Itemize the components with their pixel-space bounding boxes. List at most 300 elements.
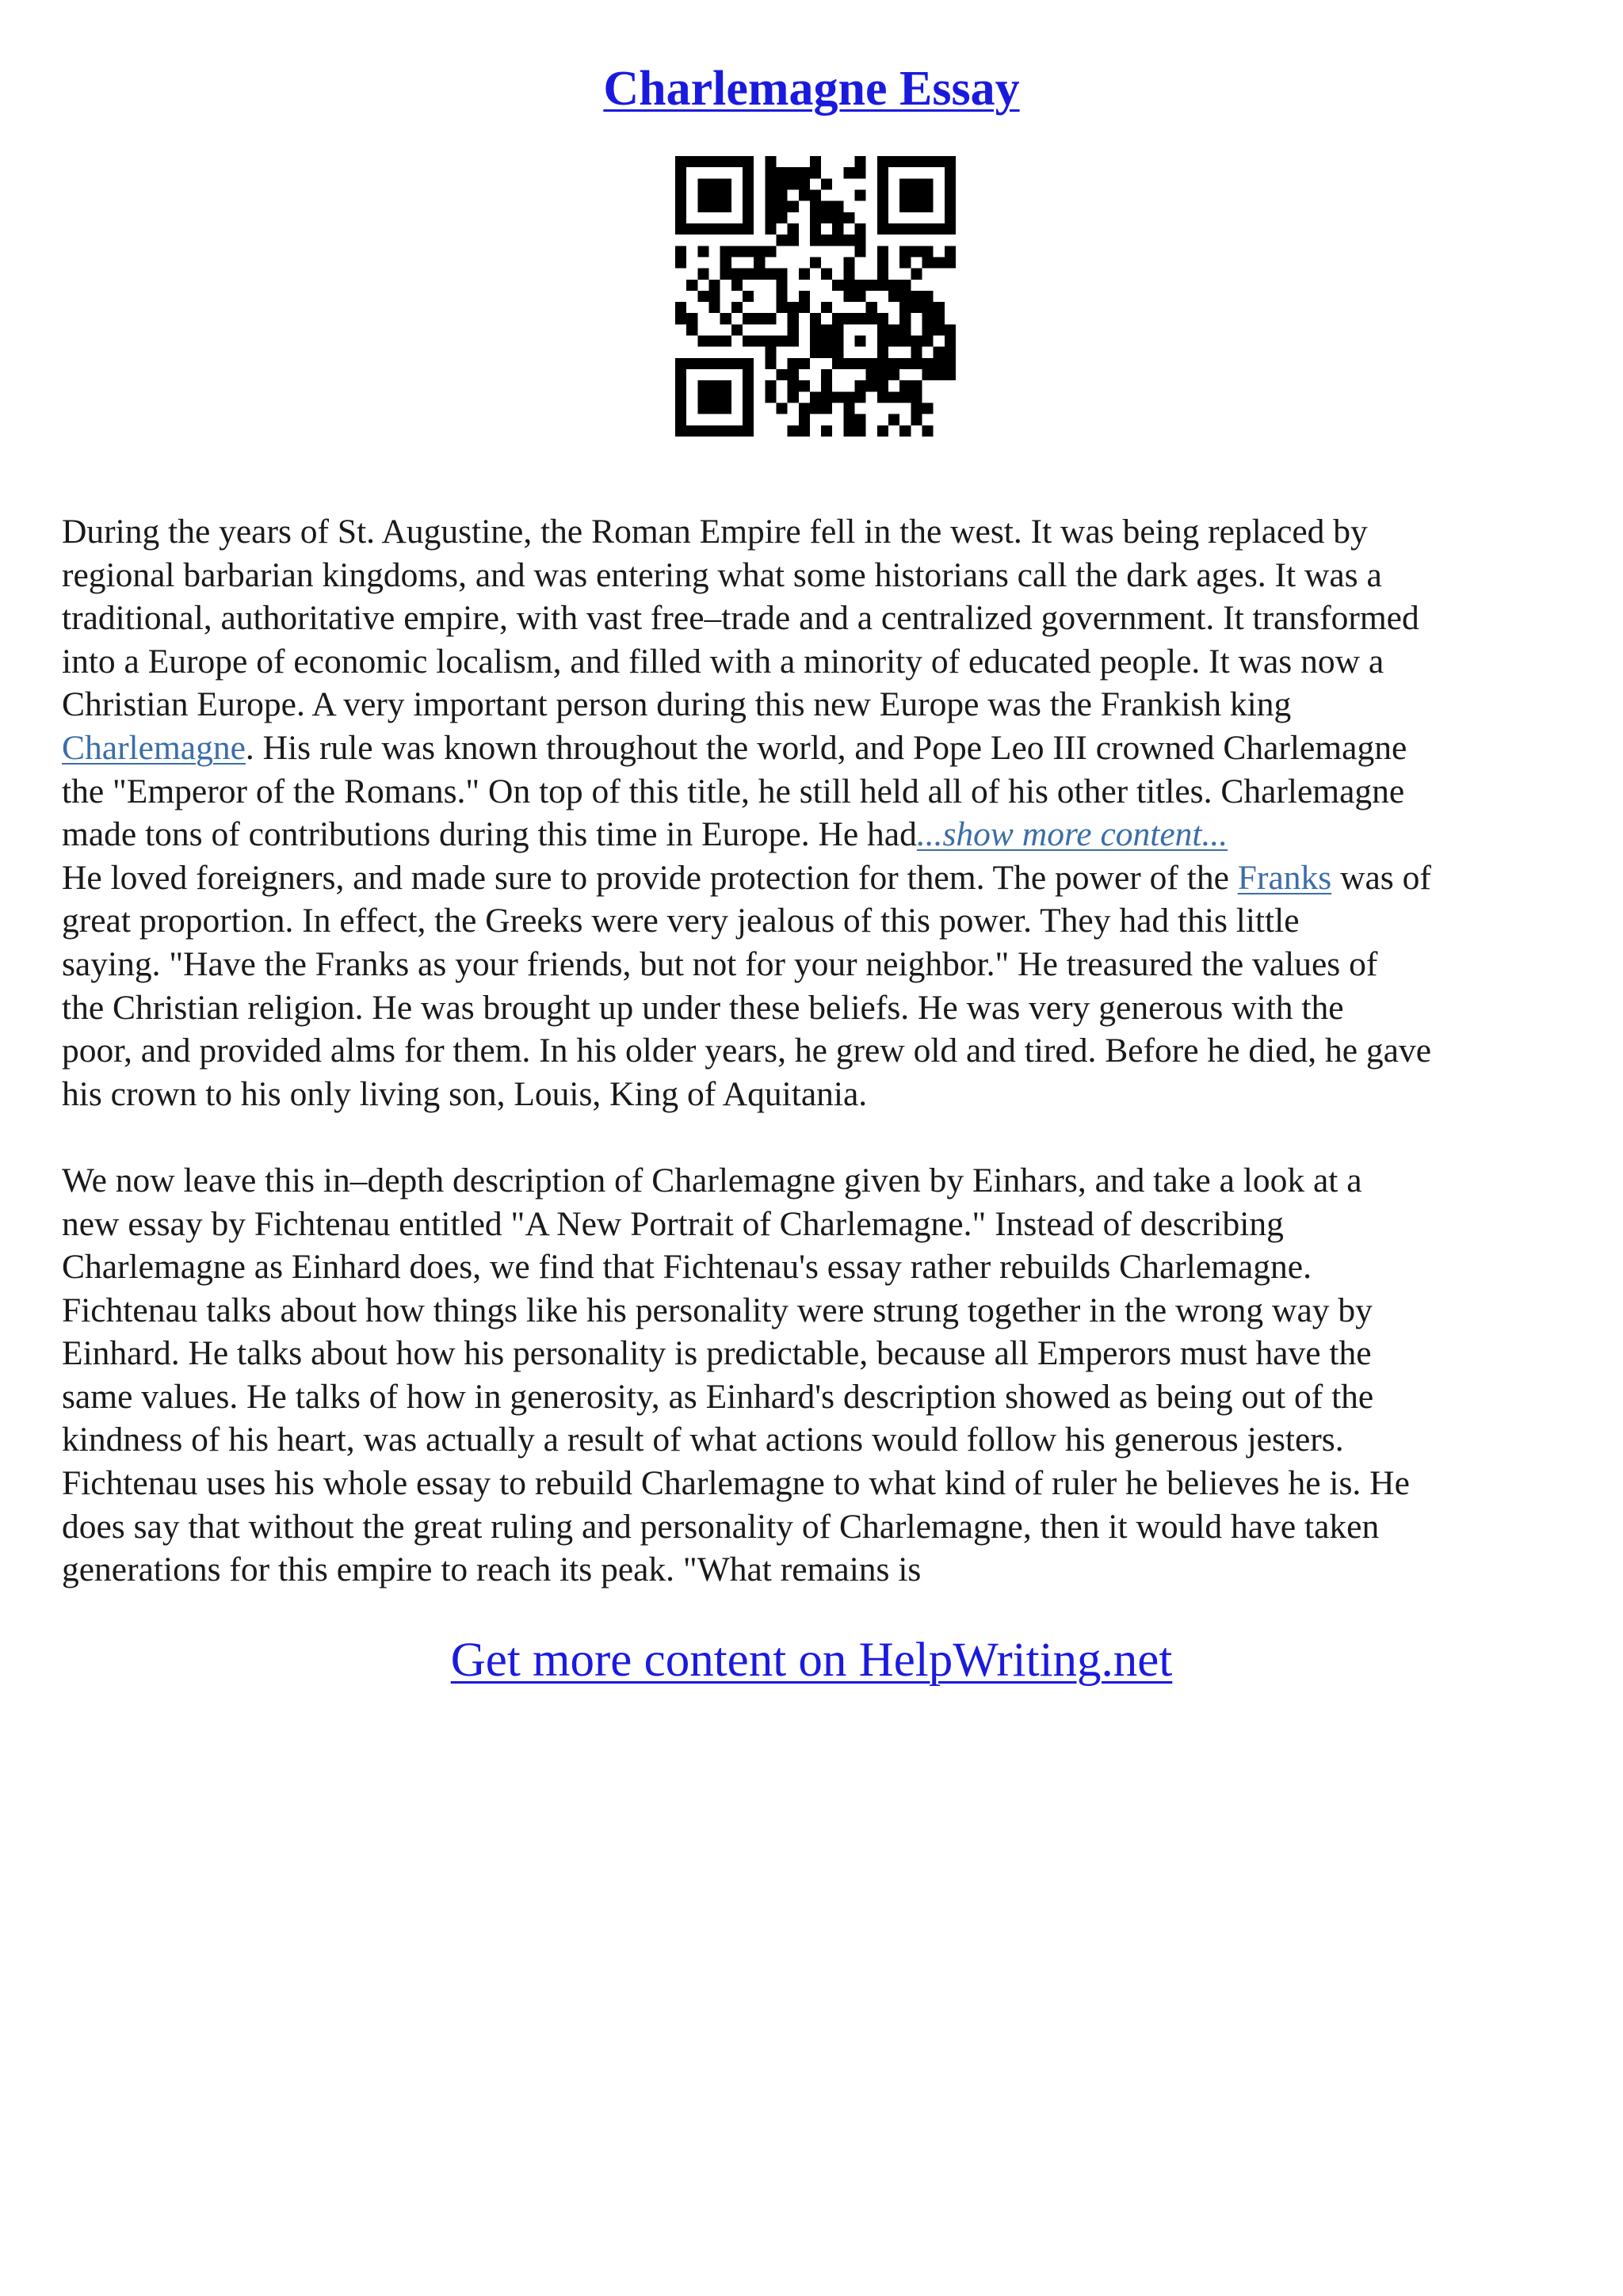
qr-module xyxy=(765,212,776,223)
qr-module xyxy=(922,246,934,257)
qr-module xyxy=(877,425,888,437)
qr-module xyxy=(899,201,911,212)
qr-module xyxy=(945,223,956,235)
qr-module xyxy=(855,336,866,347)
qr-module xyxy=(945,167,956,178)
qr-module xyxy=(877,178,888,189)
qr-module xyxy=(810,235,821,246)
qr-module xyxy=(888,324,899,335)
qr-module xyxy=(810,403,821,414)
qr-module xyxy=(911,269,922,280)
qr-module xyxy=(731,280,743,291)
qr-module xyxy=(911,380,922,391)
qr-module xyxy=(686,358,697,369)
qr-module xyxy=(899,246,911,257)
paragraph-2-line-10: generations for this empire to reach its peak. "What remains is xyxy=(62,1550,922,1589)
qr-module xyxy=(855,167,866,178)
qr-module xyxy=(686,156,697,167)
qr-module xyxy=(922,302,934,313)
qr-module xyxy=(743,391,754,402)
qr-module xyxy=(708,156,720,167)
qr-module xyxy=(708,280,720,291)
qr-module xyxy=(877,324,888,335)
qr-module xyxy=(720,257,731,268)
qr-module xyxy=(899,358,911,369)
qr-module xyxy=(708,358,720,369)
qr-module xyxy=(765,391,776,402)
qr-module xyxy=(720,201,731,212)
qr-code-graphic xyxy=(675,156,956,437)
qr-module xyxy=(788,425,799,437)
qr-module xyxy=(843,313,854,324)
qr-module xyxy=(832,324,843,335)
paragraph-2-line-7: kindness of his heart, was actually a result of what actions would follow his generous jesters. xyxy=(62,1421,1344,1459)
qr-module xyxy=(821,302,832,313)
qr-module xyxy=(743,156,754,167)
qr-module xyxy=(866,302,877,313)
paragraph-2-line-3: Charlemagne as Einhard does, we find that Fichtenau's essay rather rebuilds Charlemagne. xyxy=(62,1248,1312,1287)
qr-module xyxy=(911,403,922,414)
qr-module xyxy=(899,380,911,391)
qr-module xyxy=(911,178,922,189)
qr-module xyxy=(899,178,911,189)
qr-module xyxy=(799,380,810,391)
qr-module xyxy=(911,246,922,257)
qr-module xyxy=(945,189,956,200)
qr-module xyxy=(743,201,754,212)
qr-module xyxy=(911,223,922,235)
qr-module xyxy=(899,223,911,235)
qr-module xyxy=(866,358,877,369)
qr-module xyxy=(788,167,799,178)
qr-module xyxy=(821,391,832,402)
qr-module xyxy=(810,189,821,200)
qr-module xyxy=(934,257,945,268)
qr-module xyxy=(945,347,956,358)
qr-module xyxy=(922,257,934,268)
paragraph-1-line-13: poor, and provided alms for them. In his older years, he grew old and tired. Before he died, he gave xyxy=(62,1032,1432,1070)
qr-module xyxy=(922,358,934,369)
qr-module xyxy=(922,403,934,414)
show-more-content-link[interactable]: ...show more content... xyxy=(916,815,1228,854)
qr-module xyxy=(788,391,799,402)
paragraph-2-line-4: Fichtenau talks about how things like his personality were strung together in the wrong way by xyxy=(62,1291,1373,1329)
qr-module xyxy=(888,358,899,369)
qr-module xyxy=(899,189,911,200)
paragraph-2-line-8: Fichtenau uses his whole essay to rebuild Charlemagne to what kind of ruler he believes he is. He xyxy=(62,1464,1410,1503)
qr-module xyxy=(686,425,697,437)
paragraph-1-line-9-text-b: was of xyxy=(1331,858,1431,897)
qr-module xyxy=(877,391,888,402)
qr-module xyxy=(686,280,697,291)
qr-module xyxy=(945,369,956,380)
qr-module xyxy=(855,223,866,235)
qr-module xyxy=(934,223,945,235)
qr-module xyxy=(810,212,821,223)
qr-module xyxy=(708,391,720,402)
qr-module xyxy=(708,336,720,347)
qr-module xyxy=(799,425,810,437)
qr-module xyxy=(888,369,899,380)
qr-module xyxy=(888,291,899,302)
qr-module xyxy=(877,201,888,212)
qr-module xyxy=(843,257,854,268)
qr-module xyxy=(765,167,776,178)
qr-module xyxy=(720,380,731,391)
qr-module xyxy=(788,369,799,380)
qr-module xyxy=(922,223,934,235)
qr-module xyxy=(776,369,787,380)
qr-module xyxy=(720,178,731,189)
qr-module xyxy=(697,156,708,167)
qr-module xyxy=(911,391,922,402)
qr-module xyxy=(776,201,787,212)
qr-module xyxy=(731,358,743,369)
qr-module xyxy=(843,280,854,291)
qr-module xyxy=(899,313,911,324)
qr-module xyxy=(776,269,787,280)
qr-module xyxy=(731,269,743,280)
qr-module xyxy=(832,347,843,358)
qr-module xyxy=(911,347,922,358)
qr-module xyxy=(877,246,888,257)
paragraph-1-line-9 xyxy=(62,856,1568,900)
qr-module xyxy=(720,156,731,167)
qr-module xyxy=(877,257,888,268)
qr-module xyxy=(776,403,787,414)
qr-module xyxy=(821,235,832,246)
qr-module xyxy=(765,178,776,189)
qr-module xyxy=(743,414,754,425)
essay-body xyxy=(62,510,1568,1592)
qr-module xyxy=(810,324,821,335)
qr-module xyxy=(821,324,832,335)
qr-module xyxy=(843,212,854,223)
qr-module xyxy=(877,223,888,235)
paragraph-1-line-14: his crown to his only living son, Louis, King of Aquitania. xyxy=(62,1074,868,1113)
qr-module xyxy=(697,178,708,189)
qr-module xyxy=(945,324,956,335)
qr-module xyxy=(899,391,911,402)
helpwriting-link[interactable]: Get more content on HelpWriting.net xyxy=(450,1634,1173,1687)
qr-module xyxy=(765,189,776,200)
qr-module xyxy=(731,425,743,437)
qr-module xyxy=(855,425,866,437)
qr-module xyxy=(675,201,686,212)
qr-module xyxy=(843,269,854,280)
qr-module xyxy=(720,246,731,257)
qr-module xyxy=(922,291,934,302)
qr-module xyxy=(810,313,821,324)
qr-module xyxy=(877,369,888,380)
qr-module xyxy=(743,369,754,380)
qr-module xyxy=(866,369,877,380)
qr-module xyxy=(743,358,754,369)
qr-module xyxy=(832,280,843,291)
qr-module xyxy=(855,358,866,369)
paragraph-1-line-2: regional barbarian kingdoms, and was entering what some historians call the dark ages. It was a xyxy=(62,555,1382,594)
qr-module xyxy=(697,246,708,257)
qr-module xyxy=(776,291,787,302)
qr-module xyxy=(754,257,765,268)
qr-module xyxy=(765,380,776,391)
qr-module xyxy=(945,178,956,189)
qr-module xyxy=(821,425,832,437)
qr-module xyxy=(934,324,945,335)
qr-module xyxy=(832,358,843,369)
qr-module xyxy=(877,167,888,178)
qr-module xyxy=(765,313,776,324)
qr-module xyxy=(788,324,799,335)
qr-module xyxy=(675,425,686,437)
qr-module xyxy=(720,358,731,369)
qr-module xyxy=(821,201,832,212)
qr-module xyxy=(934,156,945,167)
qr-module xyxy=(720,313,731,324)
qr-module xyxy=(697,201,708,212)
qr-module xyxy=(832,391,843,402)
qr-module xyxy=(855,246,866,257)
title-link[interactable]: Charlemagne Essay xyxy=(603,62,1020,116)
qr-module xyxy=(821,212,832,223)
qr-module xyxy=(765,336,776,347)
qr-module xyxy=(888,414,899,425)
qr-module xyxy=(743,212,754,223)
paragraph-1-line-10: great proportion. In effect, the Greeks were very jealous of this power. They had this little xyxy=(62,902,1300,940)
qr-module xyxy=(810,257,821,268)
qr-module xyxy=(945,156,956,167)
qr-module xyxy=(776,302,787,313)
qr-module xyxy=(855,156,866,167)
qr-module xyxy=(899,302,911,313)
qr-module xyxy=(922,189,934,200)
qr-module xyxy=(731,302,743,313)
qr-module xyxy=(720,391,731,402)
qr-module xyxy=(877,336,888,347)
qr-module xyxy=(743,178,754,189)
qr-module xyxy=(765,347,776,358)
qr-module xyxy=(843,235,854,246)
qr-module xyxy=(888,156,899,167)
paragraph-1-line-11: saying. "Have the Franks as your friends, but not for your neighbor." He treasured the values of xyxy=(62,944,1378,983)
qr-module xyxy=(810,156,821,167)
qr-module xyxy=(743,223,754,235)
paragraph-1-line-4: into a Europe of economic localism, and filled with a minority of educated people. It was now a xyxy=(62,642,1384,681)
qr-module xyxy=(743,336,754,347)
qr-module xyxy=(922,336,934,347)
qr-module xyxy=(765,223,776,235)
qr-module xyxy=(675,246,686,257)
qr-module xyxy=(708,302,720,313)
qr-module xyxy=(888,336,899,347)
qr-module xyxy=(788,358,799,369)
qr-module xyxy=(788,313,799,324)
qr-module xyxy=(810,201,821,212)
qr-module xyxy=(765,156,776,167)
paragraph-1-line-6-text: . His rule was known throughout the world, and Pope Leo III crowned Charlemagne xyxy=(245,728,1407,767)
paragraph-1-line-7: the "Emperor of the Romans." On top of this title, he still held all of his other titles. Charlemagne xyxy=(62,772,1405,810)
qr-module xyxy=(776,178,787,189)
paragraph-1-line-8-text: made tons of contributions during this time in Europe. He had xyxy=(62,815,917,854)
qr-module xyxy=(821,380,832,391)
qr-module xyxy=(934,302,945,313)
qr-module xyxy=(743,167,754,178)
qr-module xyxy=(888,280,899,291)
qr-module xyxy=(720,336,731,347)
qr-module xyxy=(720,403,731,414)
qr-module xyxy=(697,269,708,280)
qr-module xyxy=(821,178,832,189)
qr-module xyxy=(832,223,843,235)
paragraph-1-line-9-text-a: He loved foreigners, and made sure to provide protection for them. The power of the xyxy=(62,858,1238,897)
qr-module xyxy=(899,291,911,302)
paragraph-gap xyxy=(62,1116,1568,1159)
qr-module xyxy=(922,178,934,189)
qr-module xyxy=(911,189,922,200)
qr-module xyxy=(810,336,821,347)
qr-module xyxy=(754,336,765,347)
qr-module xyxy=(922,156,934,167)
qr-module xyxy=(821,403,832,414)
qr-module xyxy=(911,156,922,167)
qr-module xyxy=(911,336,922,347)
qr-module xyxy=(799,178,810,189)
qr-module xyxy=(810,223,821,235)
qr-module xyxy=(675,403,686,414)
qr-module xyxy=(934,313,945,324)
qr-module xyxy=(855,291,866,302)
qr-module xyxy=(765,201,776,212)
qr-module xyxy=(686,313,697,324)
paragraph-1-line-1: During the years of St. Augustine, the Roman Empire fell in the west. It was being replaced by xyxy=(62,513,1368,551)
qr-module xyxy=(843,167,854,178)
qr-module xyxy=(731,223,743,235)
qr-module xyxy=(832,313,843,324)
qr-module xyxy=(934,347,945,358)
qr-module xyxy=(866,280,877,291)
qr-module xyxy=(843,414,854,425)
paragraph-2-line-2: new essay by Fichtenau entitled "A New Portrait of Charlemagne." Instead of describing xyxy=(62,1204,1284,1243)
qr-module xyxy=(697,391,708,402)
qr-module xyxy=(675,391,686,402)
paragraph-2-line-9: does say that without the great ruling and personality of Charlemagne, then it would have taken xyxy=(62,1507,1380,1546)
qr-module xyxy=(945,257,956,268)
qr-module xyxy=(922,425,934,437)
qr-module xyxy=(899,425,911,437)
qr-module xyxy=(877,212,888,223)
qr-module xyxy=(754,269,765,280)
qr-module xyxy=(743,313,754,324)
qr-module xyxy=(945,358,956,369)
qr-module xyxy=(720,223,731,235)
qr-module xyxy=(877,313,888,324)
paragraph-2-line-5: Einhard. He talks about how his personality is predictable, because all Emperors must have the xyxy=(62,1334,1372,1373)
qr-module xyxy=(731,156,743,167)
qr-module xyxy=(675,414,686,425)
qr-module xyxy=(821,269,832,280)
qr-module xyxy=(832,336,843,347)
qr-module xyxy=(743,403,754,414)
qr-module xyxy=(720,189,731,200)
qr-module xyxy=(675,313,686,324)
qr-module xyxy=(697,358,708,369)
qr-module xyxy=(776,280,787,291)
qr-module xyxy=(945,212,956,223)
qr-module xyxy=(934,358,945,369)
qr-module xyxy=(708,403,720,414)
qr-module xyxy=(708,201,720,212)
qr-module xyxy=(765,246,776,257)
qr-module xyxy=(754,246,765,257)
qr-module xyxy=(877,347,888,358)
qr-module xyxy=(911,302,922,313)
qr-module xyxy=(843,425,854,437)
qr-module xyxy=(922,201,934,212)
qr-module xyxy=(888,391,899,402)
page-title xyxy=(0,57,1623,120)
qr-module xyxy=(922,313,934,324)
qr-module xyxy=(675,223,686,235)
qr-module xyxy=(697,336,708,347)
paragraph-1-line-3: traditional, authoritative empire, with vast free–trade and a centralized government. It transformed xyxy=(62,599,1419,638)
qr-module xyxy=(697,380,708,391)
qr-module xyxy=(911,291,922,302)
qr-module xyxy=(743,425,754,437)
qr-module xyxy=(810,167,821,178)
qr-module xyxy=(675,358,686,369)
qr-module xyxy=(788,336,799,347)
qr-module xyxy=(788,223,799,235)
qr-module xyxy=(731,246,743,257)
qr-module xyxy=(743,269,754,280)
qr-module xyxy=(877,269,888,280)
qr-module xyxy=(720,269,731,280)
qr-module xyxy=(877,156,888,167)
qr-module xyxy=(686,223,697,235)
paragraph-1-line-12: the Christian religion. He was brought up under these beliefs. He was very generous with the xyxy=(62,988,1344,1027)
qr-module xyxy=(899,257,911,268)
qr-module xyxy=(888,223,899,235)
qr-module xyxy=(810,347,821,358)
paragraph-2-line-1: We now leave this in–depth description of Charlemagne given by Einhars, and take a look at a xyxy=(62,1161,1362,1199)
qr-module xyxy=(934,369,945,380)
qr-module xyxy=(877,189,888,200)
paragraph-1-line-8 xyxy=(62,813,1568,856)
qr-module xyxy=(855,380,866,391)
qr-module xyxy=(843,358,854,369)
franks-link[interactable]: Franks xyxy=(1237,858,1332,897)
qr-module xyxy=(675,257,686,268)
qr-module xyxy=(945,201,956,212)
qr-module xyxy=(866,380,877,391)
qr-module xyxy=(945,336,956,347)
qr-module xyxy=(675,212,686,223)
qr-module xyxy=(788,201,799,212)
paragraph-1-line-6 xyxy=(62,727,1568,770)
qr-module xyxy=(799,403,810,414)
qr-module xyxy=(776,235,787,246)
qr-module xyxy=(731,324,743,335)
qr-module xyxy=(922,324,934,335)
qr-module xyxy=(708,223,720,235)
footer xyxy=(0,1630,1623,1691)
qr-module xyxy=(899,336,911,347)
qr-module xyxy=(855,313,866,324)
qr-module xyxy=(697,223,708,235)
charlemagne-link[interactable]: Charlemagne xyxy=(62,728,246,767)
qr-module xyxy=(675,167,686,178)
qr-module xyxy=(675,302,686,313)
